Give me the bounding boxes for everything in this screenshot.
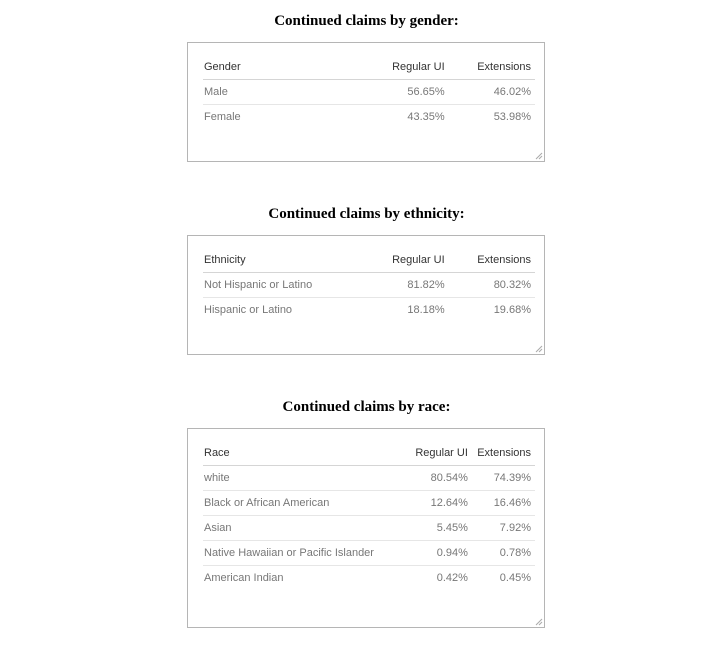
extensions-value: 46.02% bbox=[449, 80, 535, 105]
column-header-ethnicity[interactable]: Ethnicity bbox=[203, 248, 389, 273]
regular-ui-value: 56.65% bbox=[389, 80, 449, 105]
table-row bbox=[203, 566, 535, 591]
table-header-row bbox=[203, 441, 535, 466]
column-header-extensions[interactable]: Extensions bbox=[449, 55, 535, 80]
table-header-row bbox=[203, 248, 535, 273]
ethnicity-table-panel bbox=[187, 235, 545, 355]
table-row bbox=[203, 80, 535, 105]
table-row bbox=[203, 466, 535, 491]
row-label: Black or African American bbox=[203, 491, 406, 516]
extensions-value: 0.45% bbox=[499, 572, 531, 584]
regular-ui-value: 0.42% bbox=[436, 572, 468, 584]
column-header-regular-ui[interactable]: Regular UI bbox=[406, 441, 472, 466]
extensions-value: 7.92% bbox=[472, 516, 535, 541]
row-label: Female bbox=[204, 111, 241, 123]
resize-grip-icon[interactable] bbox=[535, 345, 543, 353]
row-label: Asian bbox=[203, 516, 406, 541]
table-row bbox=[203, 516, 535, 541]
table-row bbox=[203, 273, 535, 298]
column-header-regular-ui[interactable]: Regular UI bbox=[389, 55, 449, 80]
extensions-value: 0.78% bbox=[472, 541, 535, 566]
table-row bbox=[203, 298, 535, 323]
extensions-value: 74.39% bbox=[472, 466, 535, 491]
row-label: Not Hispanic or Latino bbox=[203, 273, 389, 298]
column-header-gender[interactable]: Gender bbox=[203, 55, 389, 80]
ethnicity-section-title: Continued claims by ethnicity: bbox=[268, 206, 465, 222]
regular-ui-value: 43.35% bbox=[407, 111, 445, 123]
race-table bbox=[203, 441, 535, 590]
resize-grip-icon[interactable] bbox=[535, 152, 543, 160]
regular-ui-value: 81.82% bbox=[389, 273, 449, 298]
row-label: white bbox=[203, 466, 406, 491]
table-row bbox=[203, 105, 535, 130]
gender-section-title: Continued claims by gender: bbox=[274, 13, 459, 29]
extensions-value: 19.68% bbox=[493, 304, 531, 316]
row-label: Hispanic or Latino bbox=[204, 304, 293, 316]
regular-ui-value: 0.94% bbox=[406, 541, 472, 566]
regular-ui-value: 80.54% bbox=[406, 466, 472, 491]
row-label: Native Hawaiian or Pacific Islander bbox=[203, 541, 406, 566]
table-header-row bbox=[203, 55, 535, 80]
row-label: Male bbox=[203, 80, 389, 105]
column-header-race[interactable]: Race bbox=[203, 441, 406, 466]
gender-table-panel bbox=[187, 42, 545, 162]
gender-table bbox=[203, 55, 535, 129]
extensions-value: 80.32% bbox=[449, 273, 535, 298]
table-row bbox=[203, 541, 535, 566]
race-table-panel bbox=[187, 428, 545, 628]
race-section-title: Continued claims by race: bbox=[282, 399, 451, 415]
regular-ui-value: 18.18% bbox=[407, 304, 445, 316]
regular-ui-value: 5.45% bbox=[406, 516, 472, 541]
column-header-extensions[interactable]: Extensions bbox=[449, 248, 535, 273]
extensions-value: 53.98% bbox=[493, 111, 531, 123]
table-row bbox=[203, 491, 535, 516]
row-label: American Indian bbox=[204, 572, 284, 584]
column-header-regular-ui[interactable]: Regular UI bbox=[389, 248, 449, 273]
regular-ui-value: 12.64% bbox=[406, 491, 472, 516]
resize-grip-icon[interactable] bbox=[535, 618, 543, 626]
ethnicity-table bbox=[203, 248, 535, 322]
column-header-extensions[interactable]: Extensions bbox=[472, 441, 535, 466]
extensions-value: 16.46% bbox=[472, 491, 535, 516]
